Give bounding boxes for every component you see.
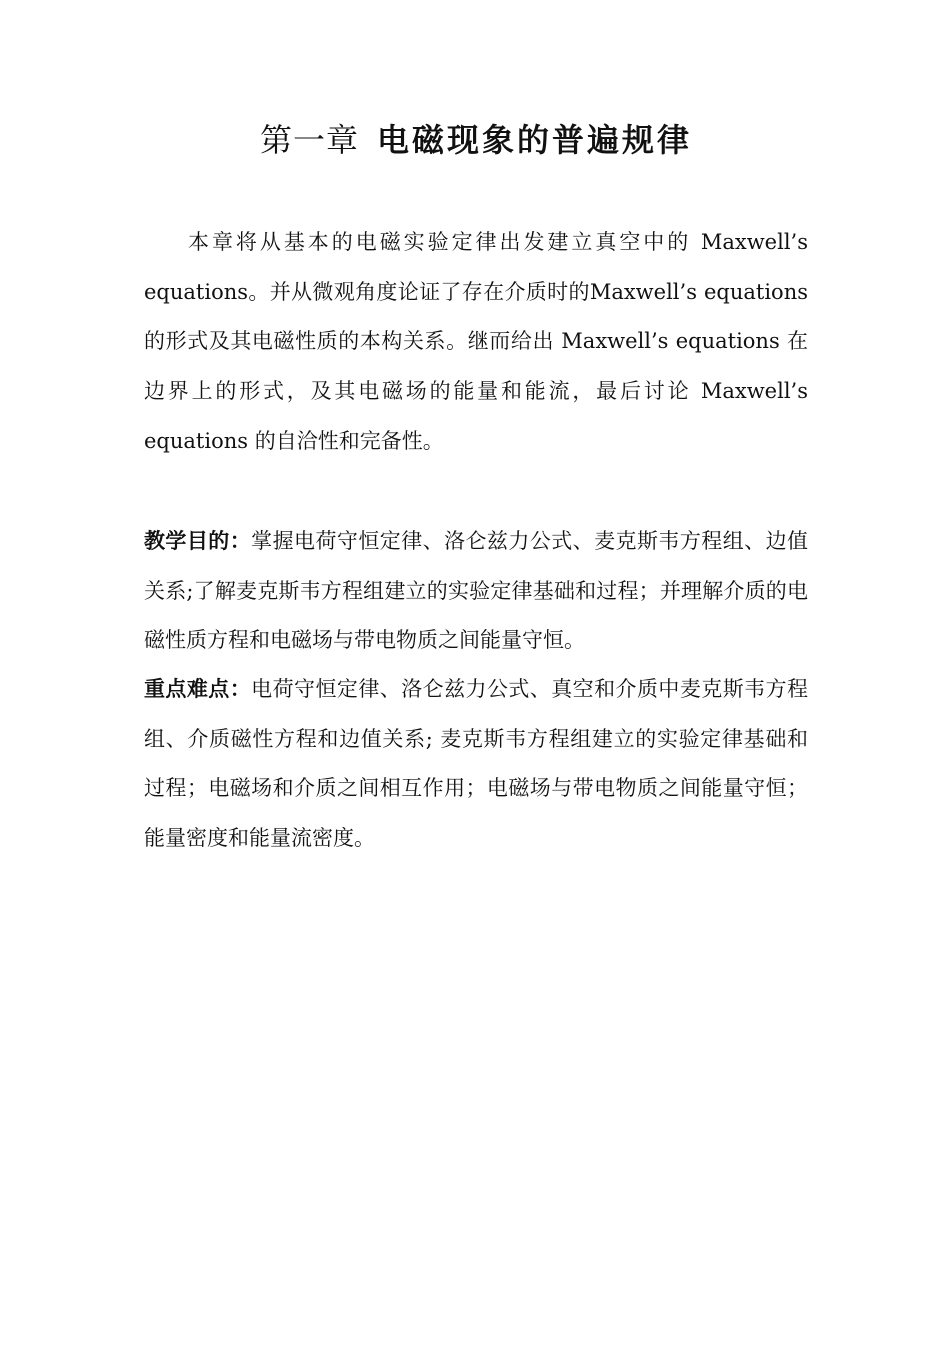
key-points-paragraph	[144, 664, 808, 864]
intro-paragraph: 本章将从基本的电磁实验定律出发建立真空中的 Maxwell’s equations。并从微观角度论证了存在介质时的Maxwell’s equations 的形式及其电磁性质的本构关系。继而给出 Maxwell’s equations 在边界上的形式，及其电磁场的能量和能流，最后讨论 Maxwell’s equations 的自洽性和完备性。	[144, 230, 808, 453]
key-points-text: 电荷守恒定律、洛仑兹力公式、真空和介质中麦克斯韦方程组、介质磁性方程和边值关系; 麦克斯韦方程组建立的实验定律基础和过程；电磁场和介质之间相互作用；电磁场与带电物质之间能量守恒；能量密度和能量流密度。	[144, 677, 809, 851]
chapter-title	[0, 116, 952, 164]
key-points-label: 重点难点：	[144, 676, 252, 701]
chapter-number: 第一章	[259, 121, 359, 159]
teaching-objectives-text: 掌握电荷守恒定律、洛仑兹力公式、麦克斯韦方程组、边值关系;了解麦克斯韦方程组建立的实验定律基础和过程；并理解介质的电磁性质方程和电磁场与带电物质之间能量守恒。	[144, 529, 809, 653]
chapter-name: 电磁现象的普遍规律	[377, 121, 693, 159]
teaching-objectives-paragraph	[144, 516, 808, 666]
teaching-objectives-label: 教学目的：	[144, 528, 252, 553]
